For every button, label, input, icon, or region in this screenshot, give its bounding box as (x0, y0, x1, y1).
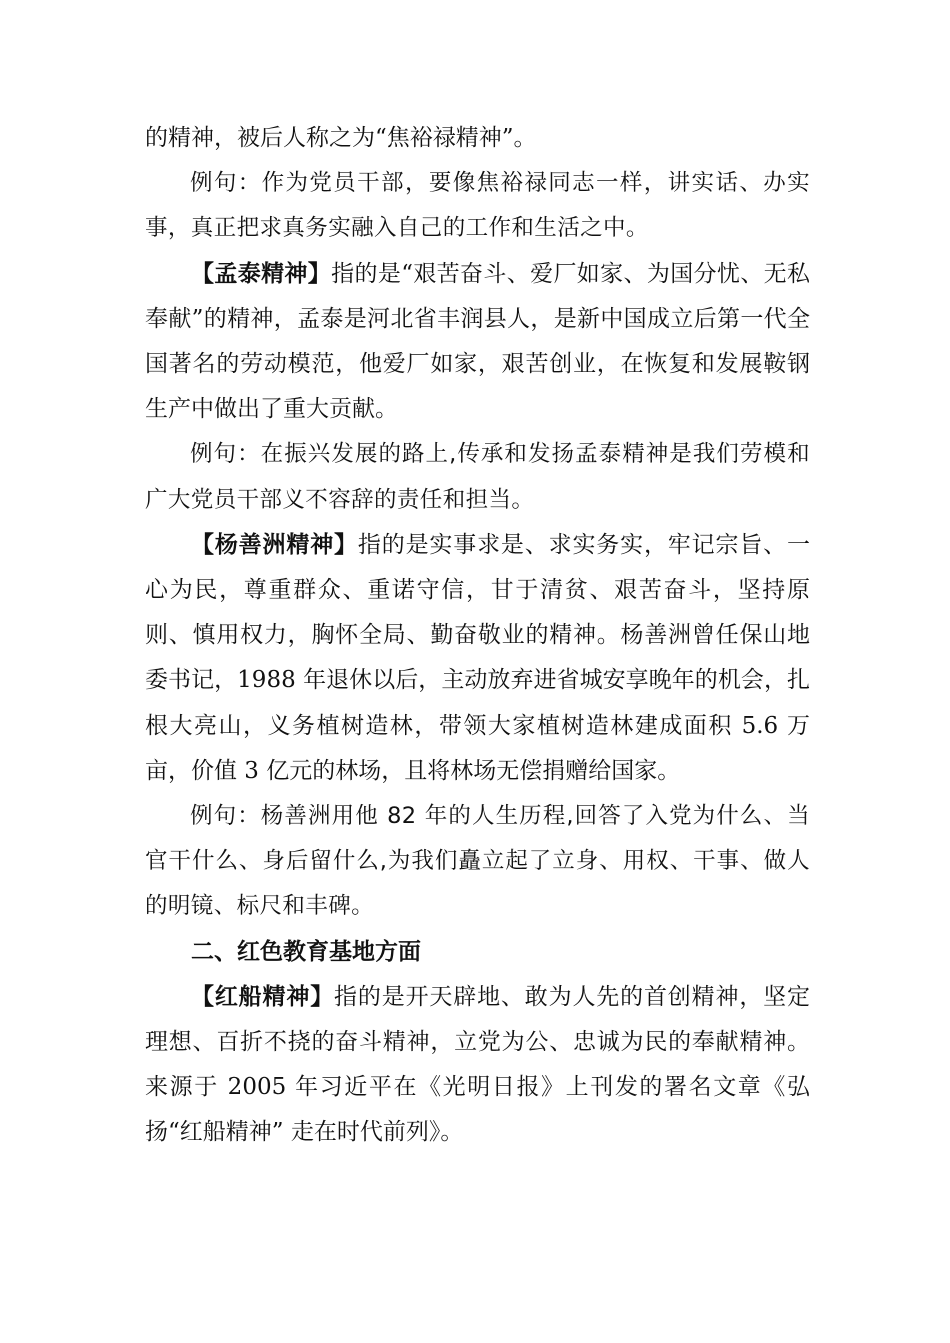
example-text: 例句：作为党员干部，要像焦裕禄同志一样，讲实话、办实事，真正把求真务实融入自己的工作和生活之中。 (145, 170, 810, 242)
entry-hongchuan-spirit (145, 975, 810, 1156)
entry-text: 指的是开天辟地、敢为人先的首创精神，坚定理想、百折不挠的奋斗精神，立党为公、忠诚为民的奉献精神。来源于 2005 年习近平在《光明日报》上刊发的署名文章《弘扬“红船精神” 走在时代前列》。 (145, 983, 811, 1146)
term-title: 【孟泰精神】 (191, 260, 332, 287)
entry-yangshanzhou-spirit (145, 523, 810, 794)
example-sentence-jiaoyulu (145, 161, 810, 251)
section-heading: 二、红色教育基地方面 (191, 938, 421, 965)
example-text: 例句：在振兴发展的路上,传承和发扬孟泰精神是我们劳模和广大党员干部义不容辞的责任和担当。 (145, 441, 810, 513)
entry-text: 指的是“艰苦奋斗、爱厂如家、为国分忧、无私奉献”的精神，孟泰是河北省丰润县人，是新中国成立后第一代全国著名的劳动模范，他爱厂如家，艰苦创业，在恢复和发展鞍钢生产中做出了重大贡献。 (145, 260, 811, 423)
term-title: 【杨善洲精神】 (191, 531, 358, 558)
paragraph-text: 的精神，被后人称之为“焦裕禄精神”。 (145, 125, 537, 151)
example-sentence-mengtai (145, 432, 810, 522)
entry-mengtai-spirit (145, 252, 810, 433)
example-text: 例句：杨善洲用他 82 年的人生历程,回答了入党为什么、当官干什么、身后留什么,为我们矗立起了立身、用权、干事、做人的明镜、标尺和丰碑。 (145, 803, 810, 920)
example-sentence-yangshanzhou (145, 794, 810, 930)
paragraph-jiaoyulu-end (145, 116, 810, 161)
term-title: 【红船精神】 (191, 983, 335, 1010)
document-page (145, 116, 810, 1156)
entry-text: 指的是实事求是、求实务实，牢记宗旨、一心为民，尊重群众、重诺守信，甘于清贫、艰苦奋斗，坚持原则、慎用权力，胸怀全局、勤奋敬业的精神。杨善洲曾任保山地委书记，1988 年退休以后，主动放弃进省城安享晚年的机会，扎根大亮山，义务植树造林，带领大家植树造林建成面积 5.6 万亩，价值 3 亿元的林场，且将林场无偿捐赠给国家。 (145, 531, 811, 784)
